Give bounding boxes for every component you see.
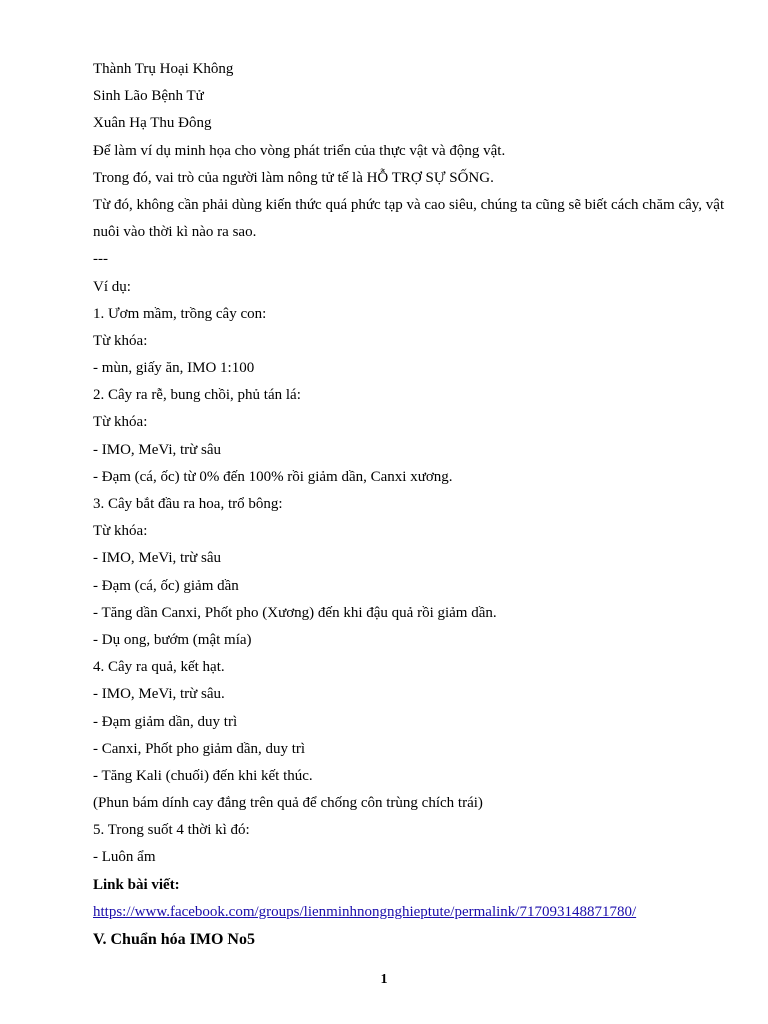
list-item: - mùn, giấy ăn, IMO 1:100 [93,360,255,377]
step-heading: 3. Cây bắt đầu ra hoa, trổ bông: [93,496,283,513]
list-item: - Đạm (cá, ốc) giảm dần [93,577,239,594]
keyword-label: Từ khóa: [93,414,148,431]
step-heading: 2. Cây ra rễ, bung chồi, phủ tán lá: [93,387,301,404]
article-link[interactable]: https://www.facebook.com/groups/lienminhnongnghieptute/permalink/717093148871780/ [93,903,637,920]
list-item: - Tăng dần Canxi, Phốt pho (Xương) đến khi đậu quả rồi giảm dần. [93,604,497,621]
list-item: - IMO, MeVi, trừ sâu [93,550,222,567]
text-line: Thành Trụ Hoại Không [93,61,234,77]
text-paragraph: Từ đó, không cần phải dùng kiến thức quá phức tạp và cao siêu, chúng ta cũng sẽ biết cách chăm cây, vật nuôi vào thời kì nào ra sao. [93,196,725,241]
text-line: Sinh Lão Bệnh Tử [93,88,204,105]
link-line [93,899,733,926]
list-item: - Dụ ong, bướm (mật mía) [93,631,252,648]
separator-text: --- [93,251,108,268]
text-line: Để làm ví dụ minh họa cho vòng phát triển của thực vật và động vật. [93,142,506,159]
list-item: - Đạm (cá, ốc) từ 0% đến 100% rồi giảm dần, Canxi xương. [93,468,453,485]
list-item: - Tăng Kali (chuối) đến khi kết thúc. [93,767,313,784]
list-item: - IMO, MeVi, trừ sâu. [93,686,225,703]
link-label: Link bài viết: [93,876,180,893]
page-number: 1 [380,972,388,987]
step-heading: 4. Cây ra quả, kết hạt. [93,659,225,676]
section-heading: V. Chuẩn hóa IMO No5 [93,931,255,949]
keyword-label: Từ khóa: [93,523,148,540]
text-line: Ví dụ: [93,278,131,295]
text-line: Trong đó, vai trò của người làm nông tử tế là HỖ TRỢ SỰ SỐNG. [93,169,494,186]
text-line: Xuân Hạ Thu Đông [93,115,212,132]
step-heading: 5. Trong suốt 4 thời kì đó: [93,822,250,839]
step-heading: 1. Ươm mầm, trồng cây con: [93,305,267,322]
document-body [93,56,733,953]
keyword-label: Từ khóa: [93,332,148,349]
list-item: - IMO, MeVi, trừ sâu [93,441,222,458]
list-item: - Canxi, Phốt pho giảm dần, duy trì [93,740,306,757]
note-text: (Phun bám dính cay đắng trên quả để chống côn trùng chích trái) [93,795,483,812]
list-item: - Luôn ẩm [93,849,156,866]
list-item: - Đạm giảm dần, duy trì [93,713,238,730]
